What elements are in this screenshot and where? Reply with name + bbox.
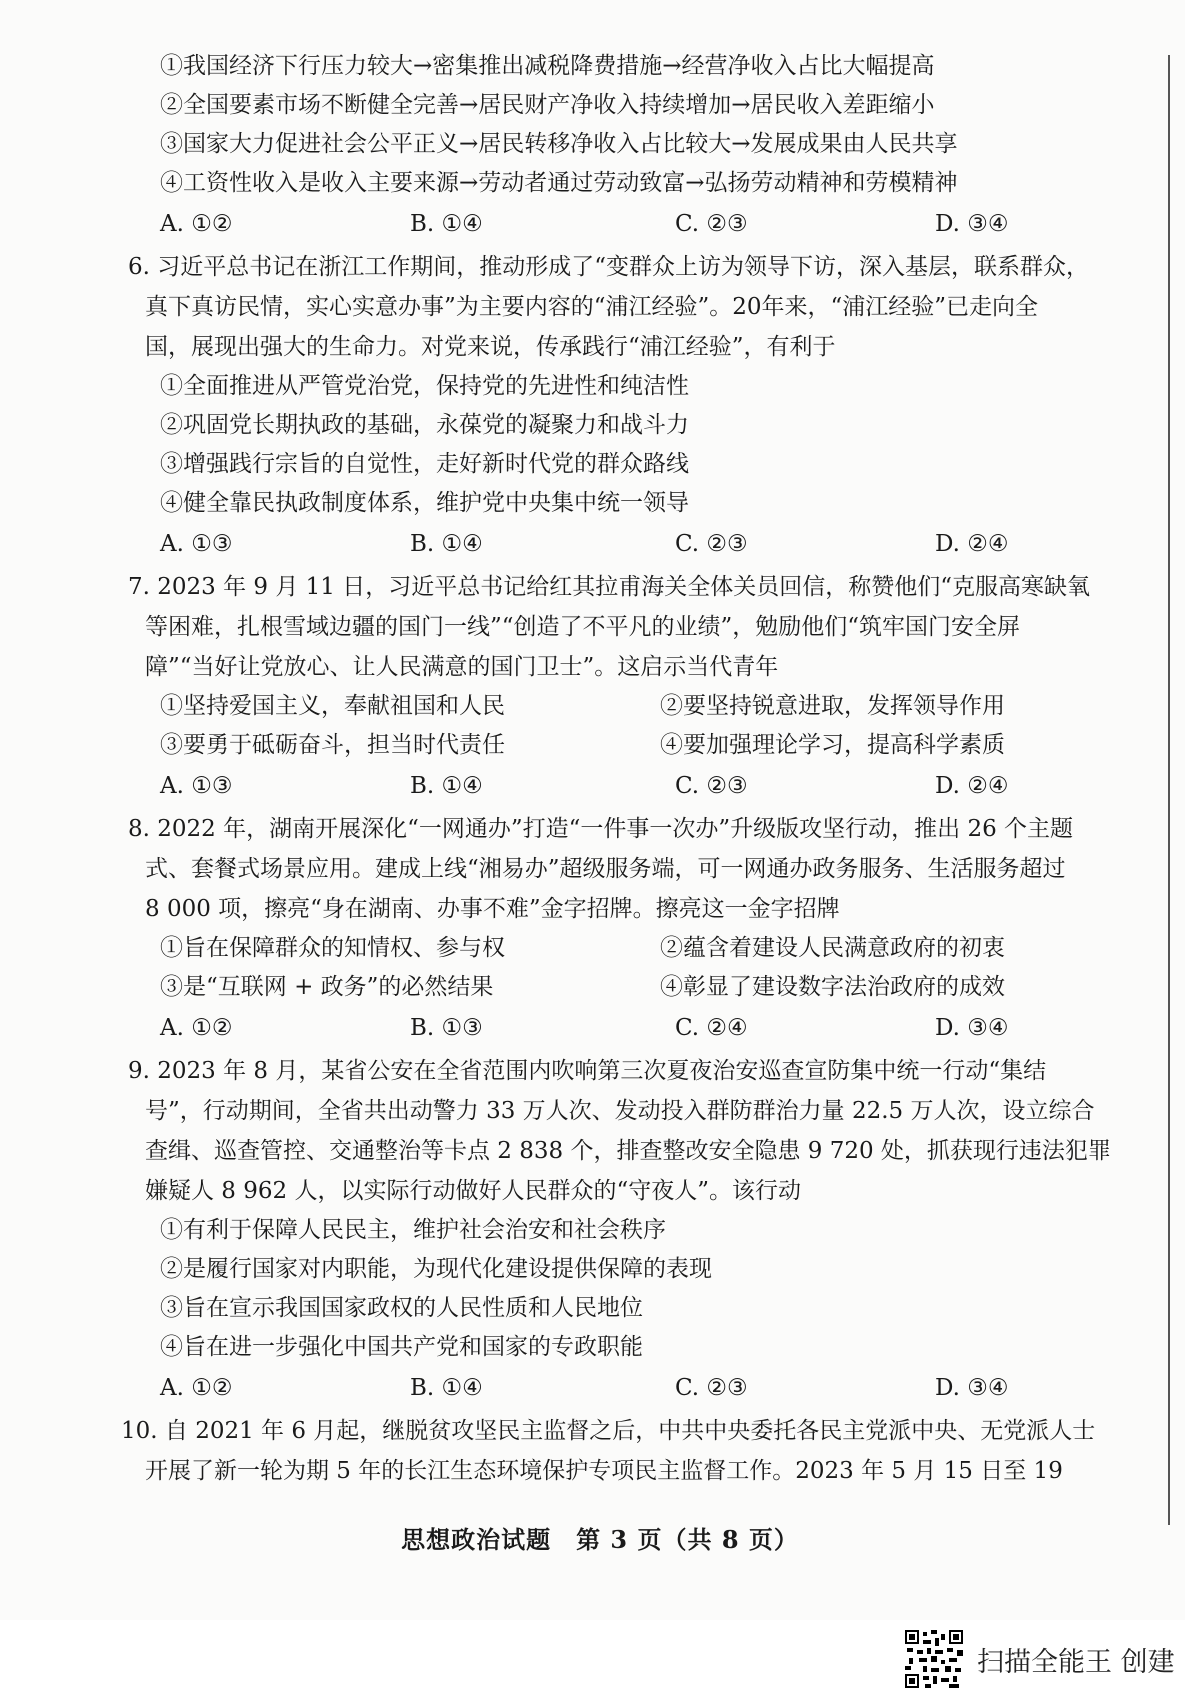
watermark-text: 扫描全能王 创建 (977, 1647, 1175, 1678)
answer-choices (145, 765, 1145, 807)
question-6 (128, 247, 1145, 565)
choice-b: B. ①③ (410, 1015, 483, 1041)
statement: ②要坚持锐意进取，发挥领导作用 (660, 693, 1005, 719)
statement: ②是履行国家对内职能，为现代化建设提供保障的表现 (160, 1256, 712, 1282)
question-8 (128, 809, 1145, 1049)
choice-d: D. ③④ (935, 1375, 1009, 1401)
statement: ③国家大力促进社会公平正义→居民转移净收入占比较大→发展成果由人民共享 (160, 131, 958, 157)
answer-choices (145, 523, 1145, 565)
statement-row (145, 929, 1145, 968)
question-stem-line: 等困难，扎根雪域边疆的国门一线”“创造了不平凡的业绩”，勉励他们“筑牢国门安全屏 (145, 614, 1021, 640)
answer-choices (145, 1007, 1145, 1049)
question-7 (128, 567, 1145, 807)
choice-c: C. ②③ (675, 531, 748, 557)
statement: ④彰显了建设数字法治政府的成效 (660, 974, 1005, 1000)
scanner-watermark (905, 1630, 1195, 1690)
question-stem-line: 查缉、巡查管控、交通整治等卡点 2 838 个，排查整改安全隐患 9 720 处，抓获现行违法犯罪 (145, 1138, 1111, 1164)
page-edge-rule (1168, 55, 1170, 1525)
choice-b: B. ①④ (410, 531, 483, 557)
statement: ①旨在保障群众的知情权、参与权 (160, 935, 505, 961)
choice-a: A. ①② (160, 1375, 233, 1401)
question-stem-line: 8 000 项，擦亮“身在湖南、办事不难”金字招牌。擦亮这一金字招牌 (145, 896, 840, 922)
question-stem-line: 号”，行动期间，全省共出动警力 33 万人次、发动投入群防群治力量 22.5 万人次，设立综合 (145, 1098, 1095, 1124)
choice-d: D. ②④ (935, 773, 1009, 799)
answer-choices (145, 1367, 1145, 1409)
statement: ②全国要素市场不断健全完善→居民财产净收入持续增加→居民收入差距缩小 (160, 92, 935, 118)
question-stem-line: 障”“当好让党放心、让人民满意的国门卫士”。这启示当代青年 (145, 654, 779, 680)
qr-code-icon (905, 1630, 963, 1688)
question-stem-line: 开展了新一轮为期 5 年的长江生态环境保护专项民主监督工作。2023 年 5 月 15 日至 19 (145, 1458, 1063, 1484)
statement-row (145, 687, 1145, 726)
statement: ③旨在宣示我国国家政权的人民性质和人民地位 (160, 1295, 643, 1321)
question-stem-line: 10. 自 2021 年 6 月起，继脱贫攻坚民主监督之后，中共中央委托各民主党派中央、无党派人士 (121, 1418, 1096, 1444)
answer-choices (145, 203, 1145, 245)
question-stem-line: 9. 2023 年 8 月，某省公安在全省范围内吹响第三次夏夜治安巡查宣防集中统一行动“集结 (128, 1058, 1047, 1084)
question-5 (145, 47, 1145, 245)
statement: ①全面推进从严管党治党，保持党的先进性和纯洁性 (160, 373, 689, 399)
choice-c: C. ②④ (675, 1015, 748, 1041)
question-stem-line: 8. 2022 年，湖南开展深化“一网通办”打造“一件事一次办”升级版攻坚行动，推出 26 个主题 (128, 816, 1074, 842)
statement-row (145, 726, 1145, 765)
choice-d: D. ③④ (935, 1015, 1009, 1041)
question-stem-line: 真下真访民情，实心实意办事”为主要内容的“浦江经验”。20年来，“浦江经验”已走向全 (145, 294, 1039, 320)
question-9 (128, 1051, 1145, 1409)
statement: ④要加强理论学习，提高科学素质 (660, 732, 1005, 758)
page-content (121, 45, 1145, 1491)
choice-d: D. ②④ (935, 531, 1009, 557)
statement-row (145, 968, 1145, 1007)
statement: ②蕴含着建设人民满意政府的初衷 (660, 935, 1005, 961)
choice-c: C. ②③ (675, 211, 748, 237)
choice-b: B. ①④ (410, 773, 483, 799)
statement: ③是“互联网 + 政务”的必然结果 (160, 974, 494, 1000)
statement: ③要勇于砥砺奋斗，担当时代责任 (160, 732, 505, 758)
choice-c: C. ②③ (675, 773, 748, 799)
choice-b: B. ①④ (410, 1375, 483, 1401)
statement: ③增强践行宗旨的自觉性，走好新时代党的群众路线 (160, 451, 689, 477)
choice-a: A. ①③ (160, 773, 233, 799)
choice-a: A. ①② (160, 1015, 233, 1041)
statement: ①我国经济下行压力较大→密集推出减税降费措施→经营净收入占比大幅提高 (160, 53, 935, 79)
choice-b: B. ①④ (410, 211, 483, 237)
statement: ④工资性收入是收入主要来源→劳动者通过劳动致富→弘扬劳动精神和劳模精神 (160, 170, 958, 196)
question-10 (121, 1411, 1145, 1491)
question-stem-line: 6. 习近平总书记在浙江工作期间，推动形成了“变群众上访为领导下访，深入基层，联系群众， (128, 254, 1090, 280)
question-stem-line: 式、套餐式场景应用。建成上线“湘易办”超级服务端，可一网通办政务服务、生活服务超过 (145, 856, 1066, 882)
question-stem-line: 国，展现出强大的生命力。对党来说，传承践行“浦江经验”，有利于 (145, 334, 836, 360)
choice-a: A. ①② (160, 211, 233, 237)
question-stem-line: 7. 2023 年 9 月 11 日，习近平总书记给红其拉甫海关全体关员回信，称赞他们“克服高寒缺氧 (128, 574, 1091, 600)
page-footer: 思想政治试题 第 3 页（共 8 页） (401, 1525, 799, 1554)
question-stem-line: 嫌疑人 8 962 人，以实际行动做好人民群众的“守夜人”。该行动 (145, 1178, 801, 1204)
choice-a: A. ①③ (160, 531, 233, 557)
statement: ④健全靠民执政制度体系，维护党中央集中统一领导 (160, 490, 689, 516)
choice-c: C. ②③ (675, 1375, 748, 1401)
statement: ②巩固党长期执政的基础，永葆党的凝聚力和战斗力 (160, 412, 689, 438)
choice-d: D. ③④ (935, 211, 1009, 237)
statement: ①有利于保障人民民主，维护社会治安和社会秩序 (160, 1217, 666, 1243)
statement: ①坚持爱国主义，奉献祖国和人民 (160, 693, 505, 719)
statement: ④旨在进一步强化中国共产党和国家的专政职能 (160, 1334, 643, 1360)
